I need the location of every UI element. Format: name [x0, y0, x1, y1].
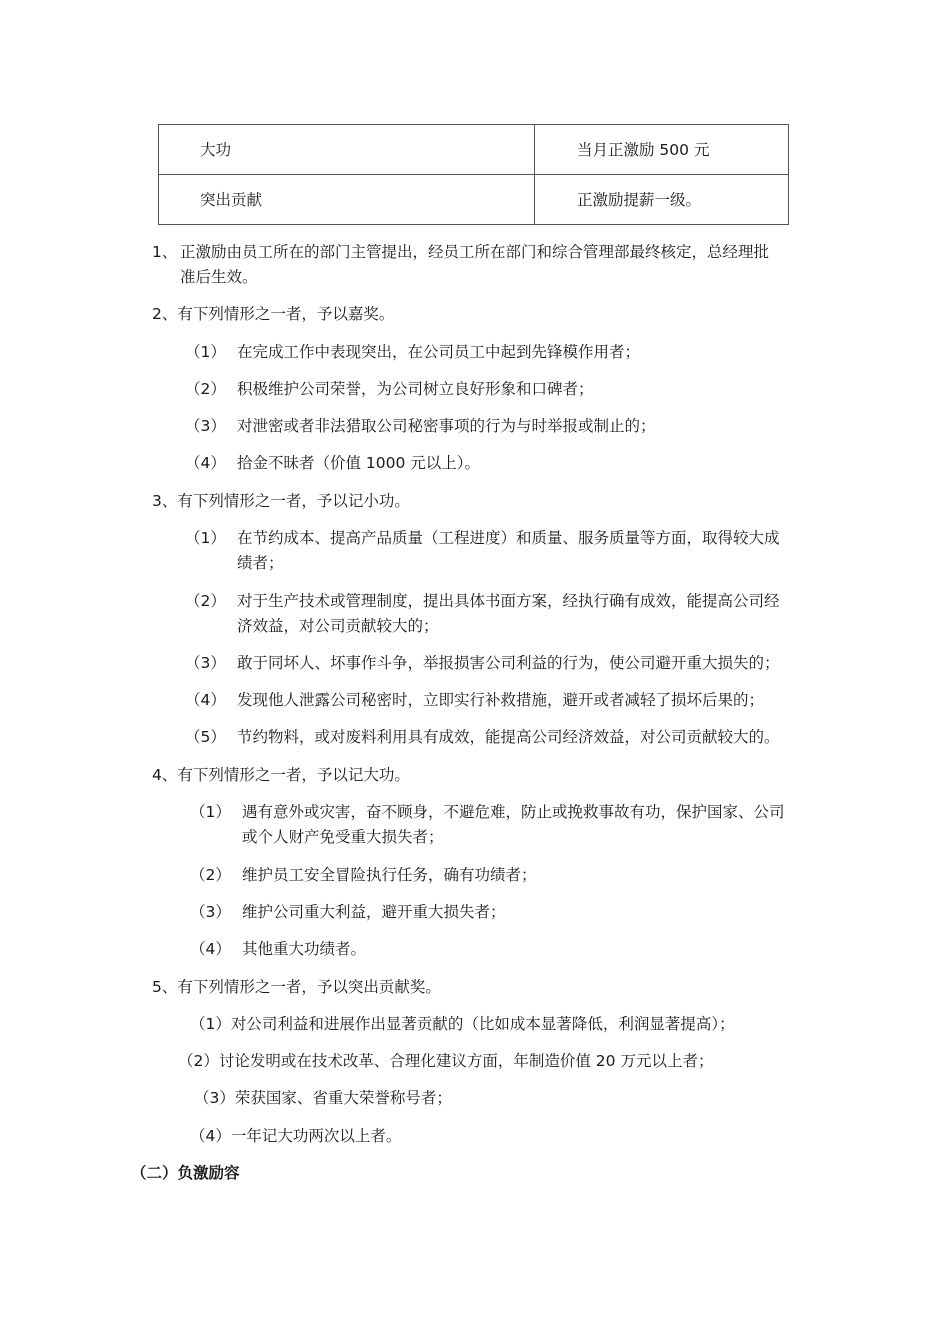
- item-text: 其他重大功绩者。: [242, 940, 367, 958]
- item-text-line: 遇有意外或灾害，奋不顾身，不避危难，防止或挽救事故有功，保护国家、公司: [242, 803, 785, 821]
- item-text: 敢于同坏人、坏事作斗争，举报损害公司利益的行为，使公司避开重大损失的；: [237, 654, 780, 672]
- item-number: （1）: [185, 343, 226, 361]
- item-number: （2）: [185, 380, 226, 398]
- list-item: （2）讨论发明或在技术改革、合理化建议方面，年制造价值 20 万元以上者；: [178, 1052, 714, 1070]
- item-number: （3）: [190, 903, 231, 921]
- table-cell-reward: 正激励提薪一级。: [535, 175, 789, 225]
- item-text-line: 绩者；: [237, 554, 284, 572]
- item-text-line: 在节约成本、提高产品质量（工程进度）和质量、服务质量等方面，取得较大成: [237, 529, 780, 547]
- table-row: [159, 175, 789, 225]
- rule-text-line: 正激励由员工所在的部门主管提出，经员工所在部门和综合管理部最终核定，总经理批: [180, 243, 770, 261]
- item-number: （2）: [185, 592, 226, 610]
- rule-title: 4、有下列情形之一者，予以记大功。: [152, 766, 410, 784]
- table-cell-reward: 当月正激励 500 元: [535, 125, 789, 175]
- rule-title: 3、有下列情形之一者，予以记小功。: [152, 492, 410, 510]
- item-text: 对泄密或者非法猎取公司秘密事项的行为与时举报或制止的；: [237, 417, 656, 435]
- item-number: （4）: [185, 454, 226, 472]
- section-heading: （二）负激励容: [131, 1164, 240, 1182]
- item-number: （3）: [185, 654, 226, 672]
- item-text: 维护公司重大利益，避开重大损失者；: [242, 903, 506, 921]
- item-text: 积极维护公司荣誉，为公司树立良好形象和口碑者；: [237, 380, 594, 398]
- rule-title: 5、有下列情形之一者，予以突出贡献奖。: [152, 978, 441, 996]
- item-text: 在完成工作中表现突出，在公司员工中起到先锋模作用者；: [237, 343, 641, 361]
- reward-table: [158, 124, 789, 225]
- rule-text-line: 准后生效。: [180, 268, 258, 286]
- table-cell-level: 突出贡献: [159, 175, 535, 225]
- item-number: （4）: [190, 940, 231, 958]
- item-text-line: 济效益，对公司贡献较大的；: [237, 617, 439, 635]
- item-number: （5）: [185, 728, 226, 746]
- item-text: 拾金不昧者（价值 1000 元以上）。: [237, 454, 481, 472]
- list-item: （4）一年记大功两次以上者。: [190, 1127, 402, 1145]
- item-number: （4）: [185, 691, 226, 709]
- item-text: 发现他人泄露公司秘密时，立即实行补救措施，避开或者减轻了损坏后果的；: [237, 691, 765, 709]
- item-number: （2）: [190, 866, 231, 884]
- list-item: （1）对公司利益和进展作出显著贡献的（比如成本显著降低，利润显著提高）；: [190, 1015, 735, 1033]
- list-item: （3）荣获国家、省重大荣誉称号者；: [194, 1089, 452, 1107]
- item-number: （3）: [185, 417, 226, 435]
- item-text-line: 对于生产技术或管理制度，提出具体书面方案，经执行确有成效，能提高公司经: [237, 592, 780, 610]
- item-number: （1）: [190, 803, 231, 821]
- rule-number: 1、: [152, 243, 178, 261]
- table-row: [159, 125, 789, 175]
- item-text: 维护员工安全冒险执行任务，确有功绩者；: [242, 866, 537, 884]
- table-cell-level: 大功: [159, 125, 535, 175]
- item-text-line: 或个人财产免受重大损失者；: [242, 828, 444, 846]
- item-number: （1）: [185, 529, 226, 547]
- item-text: 节约物料，或对废料利用具有成效，能提高公司经济效益，对公司贡献较大的。: [237, 728, 780, 746]
- rule-title: 2、有下列情形之一者，予以嘉奖。: [152, 305, 395, 323]
